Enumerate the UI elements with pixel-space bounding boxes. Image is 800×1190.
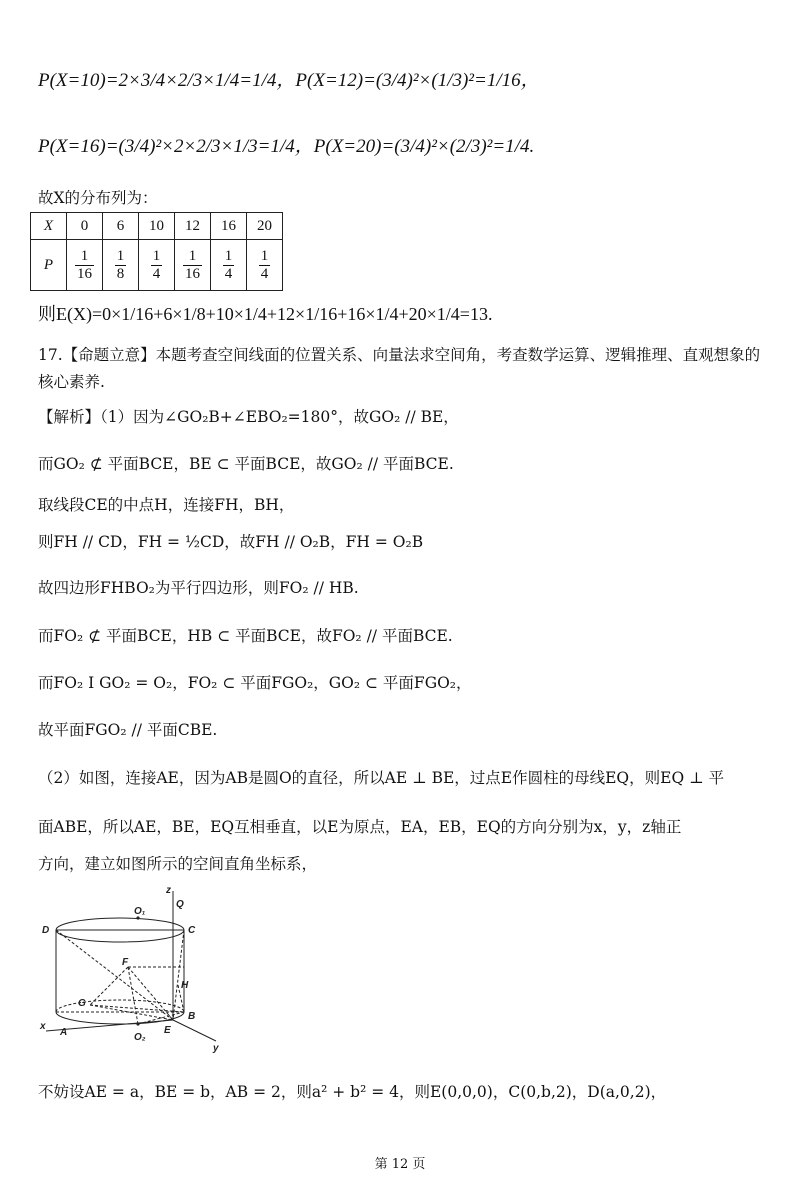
- p-num: 1: [224, 248, 233, 264]
- solution-line-2: 而GO₂ ⊄ 平面BCE，BE ⊂ 平面BCE，故GO₂ // 平面BCE.: [38, 455, 454, 473]
- label-f: F: [122, 957, 129, 968]
- label-x: x: [40, 1021, 46, 1032]
- x-cell: 0: [67, 213, 103, 240]
- dist-intro: 故X的分布列为：: [38, 189, 158, 207]
- label-q: Q: [176, 899, 184, 910]
- p-cell: [211, 240, 247, 291]
- label-e: E: [164, 1025, 171, 1036]
- solution-line-6: 而FO₂ ⊄ 平面BCE，HB ⊂ 平面BCE，故FO₂ // 平面BCE.: [38, 627, 453, 645]
- table-row-x: [31, 213, 283, 240]
- solution-line-12: 不妨设AE = a，BE = b，AB = 2，则a² + b² = 4，则E(0,0,0)，C(0,b,2)，D(a,0,2)，: [38, 1083, 667, 1101]
- row-x-label: X: [31, 213, 67, 240]
- label-y: y: [213, 1043, 219, 1054]
- x-cell: 6: [103, 213, 139, 240]
- p-num: 1: [183, 248, 202, 266]
- eq1-text: P(X=10)=2×3/4×2/3×1/4=1/4，P(X=12)=(3/4)²×(1/3)²=1/16，: [38, 70, 540, 91]
- p-cell: [103, 240, 139, 291]
- q17-intro-line2: 核心素养.: [38, 373, 105, 391]
- p-num: 1: [116, 248, 125, 264]
- o2-dot: [136, 1022, 139, 1025]
- label-o1: O₁: [134, 906, 146, 917]
- solution-line-9: （2）如图，连接AE，因为AB是圆O的直径，所以AE ⊥ BE，过点E作圆柱的母线EQ，则EQ ⊥ 平: [38, 769, 725, 787]
- solution-line-5: 故四边形FHBO₂为平行四边形，则FO₂ // HB.: [38, 579, 359, 597]
- x-cell: 12: [175, 213, 211, 240]
- label-h: H: [181, 980, 189, 991]
- label-d: D: [42, 925, 50, 936]
- p-den: 16: [77, 265, 92, 282]
- eq2-text: P(X=16)=(3/4)²×2×2/3×1/3=1/4，P(X=20)=(3/4)²×(2/3)²=1/4.: [38, 136, 535, 157]
- expectation-line: [30, 292, 770, 342]
- expectation-text: 则E(X)=0×1/16+6×1/8+10×1/4+12×1/16+16×1/4+20×1/4=13.: [38, 304, 493, 324]
- distribution-table: [30, 212, 283, 291]
- p-den: 4: [152, 265, 161, 282]
- q17-intro-line1: 17.【命题立意】本题考查空间线面的位置关系、向量法求空间角，考查数学运算、逻辑推理、直观想象的: [38, 346, 761, 364]
- p-den: 16: [185, 265, 200, 282]
- row-p-label: P: [31, 240, 67, 291]
- x-cell: 10: [139, 213, 175, 240]
- p-cell: [175, 240, 211, 291]
- p-cell: [247, 240, 283, 291]
- label-b: B: [188, 1011, 196, 1022]
- x-cell: 20: [247, 213, 283, 240]
- solution-line-11: 方向，建立如图所示的空间直角坐标系，: [38, 855, 318, 873]
- p-cell: [139, 240, 175, 291]
- equation-line-2: [30, 118, 770, 178]
- solution-line-3: 取线段CE的中点H，连接FH，BH，: [38, 496, 295, 514]
- p-cell: [67, 240, 103, 291]
- label-c: C: [188, 925, 196, 936]
- p-den: 4: [260, 265, 269, 282]
- p-num: 1: [152, 248, 161, 264]
- page-footer: 第 12 页: [374, 1157, 426, 1172]
- label-a: A: [60, 1027, 68, 1038]
- table-row-p: [31, 240, 283, 291]
- equation-line-1: [30, 52, 770, 112]
- solution-line-1: 【解析】（1）因为∠GO₂B+∠EBO₂=180°，故GO₂ // BE，: [38, 408, 459, 426]
- cylinder-figure: [38, 885, 238, 1060]
- label-z: z: [166, 885, 171, 896]
- solution-line-10: 面ABE，所以AE，BE，EQ互相垂直，以E为原点，EA，EB，EQ的方向分别为x，y，z轴正: [38, 818, 682, 836]
- p-num: 1: [75, 248, 94, 266]
- p-num: 1: [260, 248, 269, 264]
- p-den: 4: [224, 265, 233, 282]
- solution-line-4: 则FH // CD，FH = ½CD，故FH // O₂B，FH = O₂B: [38, 533, 424, 551]
- solution-line-8: 故平面FGO₂ // 平面CBE.: [38, 721, 218, 739]
- x-cell: 16: [211, 213, 247, 240]
- p-den: 8: [116, 265, 125, 282]
- solution-line-7: 而FO₂ I GO₂ = O₂，FO₂ ⊂ 平面FGO₂，GO₂ ⊂ 平面FGO₂，: [38, 674, 472, 692]
- label-g: G: [78, 998, 86, 1009]
- label-o2: O₂: [134, 1032, 146, 1043]
